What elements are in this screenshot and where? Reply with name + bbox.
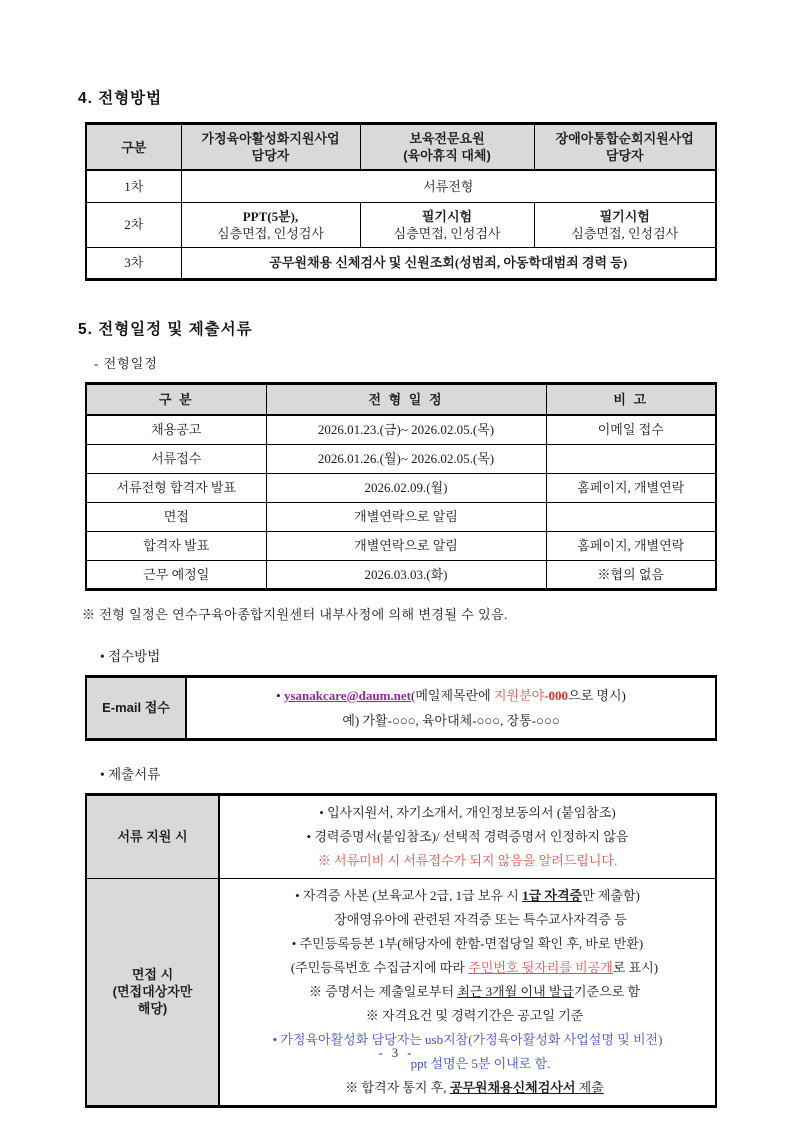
- schedule-label: 서류접수: [86, 444, 266, 473]
- apply-field-red-text: 지원분야: [493, 687, 545, 703]
- text-segment: • 자격증 사본 (보육교사 2급, 1급 보유 시: [295, 887, 523, 903]
- schedule-date: 개별연락으로 알림: [266, 502, 546, 531]
- schedule-note: ※협의 없음: [546, 560, 716, 589]
- schedule-label: 근무 예정일: [86, 560, 266, 589]
- doc-line: 장애영유아에 관련된 자격증 또는 특수교사자격증 등: [334, 911, 627, 927]
- method-row-2: [86, 202, 716, 247]
- method-header-home-childcare: [181, 124, 360, 171]
- method-header-disabled-support: [534, 124, 716, 171]
- apply-number-red-text: -000: [544, 687, 569, 703]
- resident-number-private-emphasis: 주민번호 뒷자리를 비공개: [468, 959, 613, 975]
- stage-value: [534, 202, 716, 247]
- doc-line: ※ 자격요건 및 경력기간은 공고일 기준: [365, 1007, 584, 1023]
- cell-line: 필기시험: [599, 208, 650, 224]
- text-segment: (주민등록번호 수집금지에 따라: [290, 959, 469, 975]
- bullet: •: [276, 687, 284, 703]
- stage-value: [360, 202, 534, 247]
- method-row-3: [86, 247, 716, 279]
- documents-row-apply: [86, 794, 716, 878]
- section5-title: 5. 전형일정 및 제출서류: [78, 320, 253, 338]
- method-header-childcare-specialist: [360, 124, 534, 171]
- method-row-1: [86, 170, 716, 202]
- email-link[interactable]: ysanakcare@daum.net: [283, 687, 412, 703]
- email-reception-row: [86, 676, 716, 739]
- schedule-label: 채용공고: [86, 415, 266, 444]
- doc-warning-line: ※ 서류미비 시 서류접수가 되지 않음을 알려드립니다.: [317, 852, 618, 868]
- schedule-label: 합격자 발표: [86, 531, 266, 560]
- schedule-change-notice: ※ 전형 일정은 연수구육아종합지원센터 내부사정에 의해 변경될 수 있음.: [82, 606, 508, 622]
- doc-line: [226, 1076, 709, 1100]
- selection-method-table: [85, 122, 717, 281]
- email-line: [193, 683, 709, 708]
- text-segment: ※ 합격자 통지 후,: [345, 1079, 450, 1095]
- schedule-date: 개별연락으로 알림: [266, 531, 546, 560]
- header-line: 가정육아활성화지원사업: [201, 131, 340, 146]
- stage-value: 공무원채용 신체검사 및 신원조회(성범죄, 아동학대범죄 경력 등): [181, 247, 716, 279]
- doc-line: [226, 956, 709, 980]
- email-reception-details: [186, 676, 716, 739]
- documents-heading: • 제출서류: [100, 766, 161, 782]
- section4-title: 4. 전형방법: [78, 90, 163, 107]
- email-example-line: 예) 가활-○○○, 육아대체-○○○, 장통-○○○: [342, 712, 560, 728]
- header-line: 담당자: [251, 148, 290, 163]
- doc-line: • 주민등록등본 1부(해당자에 한함-면접당일 확인 후, 바로 반환): [291, 935, 644, 951]
- cell-line: 심층면접, 인성검사: [217, 225, 324, 241]
- submit-emphasis: 제출: [575, 1079, 604, 1095]
- documents-row-interview: [86, 878, 716, 1106]
- schedule-row: [86, 444, 716, 473]
- schedule-header-note: 비 고: [546, 383, 716, 415]
- schedule-date: 2026.01.23.(금)~ 2026.02.05.(목): [266, 415, 546, 444]
- header-line: (육아휴직 대체): [403, 148, 491, 163]
- cell-line: 심층면접, 인성검사: [571, 225, 679, 241]
- page-number: - 3 -: [378, 1046, 415, 1060]
- schedule-label: 서류전형 합격자 발표: [86, 473, 266, 502]
- doc-blue-line: • 가정육아활성화 담당자는 usb지참(가정육아활성화 사업설명 및 비전): [272, 1031, 663, 1047]
- schedule-row: [86, 473, 716, 502]
- schedule-table: [85, 382, 717, 591]
- schedule-note: 이메일 접수: [546, 415, 716, 444]
- reception-method-heading: • 접수방법: [100, 648, 161, 664]
- schedule-header-category: 구 분: [86, 383, 266, 415]
- email-note: (메일제목란에: [411, 687, 494, 703]
- label-line: 면접 시: [131, 967, 174, 982]
- method-header-row: [86, 124, 716, 171]
- schedule-note: [546, 502, 716, 531]
- schedule-row: [86, 502, 716, 531]
- doc-line: • 입사지원서, 자기소개서, 개인정보동의서 (붙임참조): [319, 804, 616, 820]
- schedule-note: 홈페이지, 개별연락: [546, 531, 716, 560]
- doc-line: [226, 884, 709, 908]
- stage-label: 2차: [86, 202, 181, 247]
- text-segment: 로 표시): [612, 959, 659, 975]
- header-line: 장애아통합순회지원사업: [555, 131, 694, 146]
- stage-value: 서류전형: [181, 170, 716, 202]
- schedule-row: [86, 531, 716, 560]
- medical-exam-doc-emphasis: 공무원채용신체검사서: [449, 1079, 576, 1095]
- stage-label: 1차: [86, 170, 181, 202]
- cell-line: 심층면접, 인성검사: [393, 225, 501, 241]
- schedule-header-row: [86, 383, 716, 415]
- stage-value: [181, 202, 360, 247]
- label-line: 해당): [137, 1001, 168, 1016]
- schedule-row: [86, 415, 716, 444]
- doc-line: • 경력증명서(붙임참조)/ 선택적 경력증명서 인정하지 않음: [306, 828, 629, 844]
- label-line: (면접대상자만: [112, 984, 193, 999]
- schedule-date: 2026.03.03.(화): [266, 560, 546, 589]
- grade1-cert-emphasis: 1급 자격증: [522, 887, 583, 903]
- doc-line: [226, 980, 709, 1004]
- schedule-note: 홈페이지, 개별연락: [546, 473, 716, 502]
- documents-apply-details: [219, 794, 716, 878]
- text-segment: 기준으로 함: [574, 983, 641, 999]
- method-header-category: 구분: [86, 124, 181, 171]
- documents-interview-label: [86, 878, 219, 1106]
- recent-3months-emphasis: 최근 3개월 이내 발급: [457, 983, 574, 999]
- header-line: 담당자: [605, 148, 644, 163]
- email-reception-label: E-mail 접수: [86, 676, 186, 739]
- schedule-date: 2026.02.09.(월): [266, 473, 546, 502]
- text-segment: ※ 증명서는 제출일로부터: [308, 983, 458, 999]
- header-line: 보육전문요원: [409, 131, 485, 146]
- cell-line: 필기시험: [421, 208, 473, 224]
- documents-apply-label: 서류 지원 시: [86, 794, 219, 878]
- cell-line: PPT(5분),: [242, 208, 299, 224]
- schedule-label: 면접: [86, 502, 266, 531]
- schedule-header-dates: 전 형 일 정: [266, 383, 546, 415]
- stage-label: 3차: [86, 247, 181, 279]
- schedule-note: [546, 444, 716, 473]
- schedule-subtitle: - 전형일정: [94, 355, 158, 371]
- doc-blue-line: ppt 설명은 5분 이내로 함.: [410, 1055, 551, 1071]
- documents-interview-details: [219, 878, 716, 1106]
- email-reception-table: [85, 675, 717, 741]
- schedule-row: [86, 560, 716, 589]
- schedule-date: 2026.01.26.(월)~ 2026.02.05.(목): [266, 444, 546, 473]
- text-segment: 만 제출함): [582, 887, 640, 903]
- email-note-end: 으로 명시): [568, 687, 626, 703]
